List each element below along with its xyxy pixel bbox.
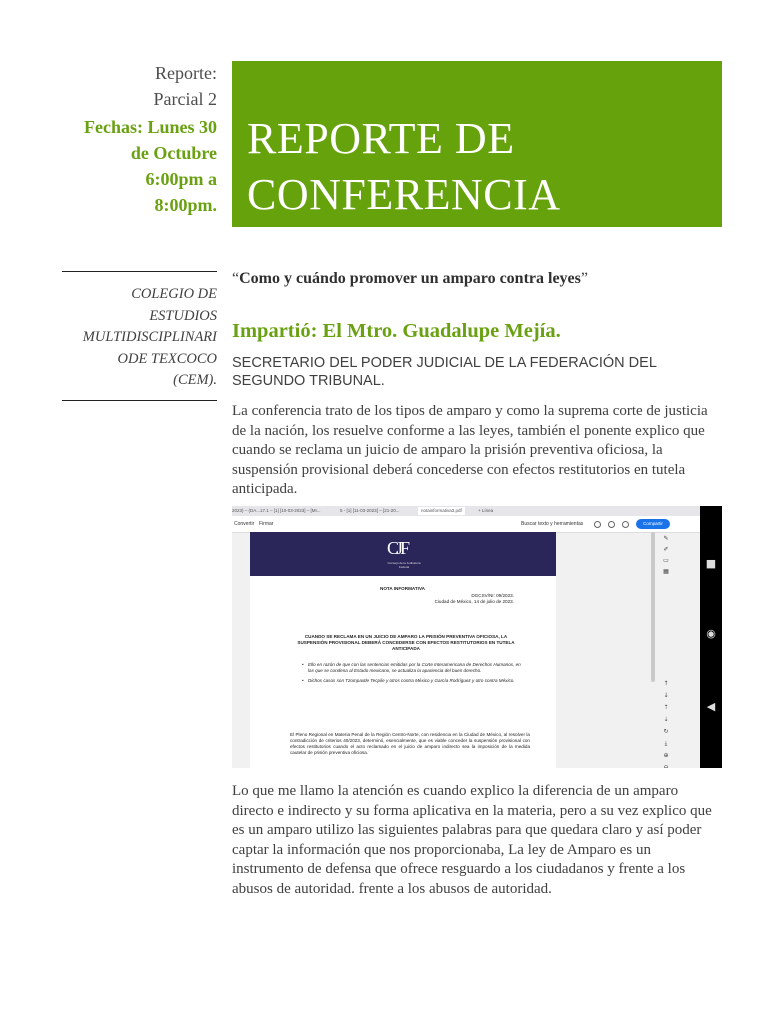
back-icon: ◀: [706, 700, 716, 713]
pdf-side-tools: [662, 532, 674, 768]
first-page-icon: ⇡: [663, 704, 669, 711]
recent-apps-icon: ■: [705, 557, 717, 570]
comment-icon: ✎: [663, 535, 669, 542]
nota-body-1: El Pleno Regional en Materia Penal de la Región Centro-Norte, con residencia en la Ciudad de México, al resolver la contradicción de criterios 40/2023, determinó, esencialmente, que es viable conceder la suspensión provisional con efectos restitutorios cuando el acto reclamado en el juicio de amparo indirecto sea la imposición de la medida cautelar de prisión preventiva oficiosa.: [290, 732, 530, 755]
nota-bullets: [302, 662, 522, 688]
nota-title: NOTA INFORMATIVA: [380, 586, 425, 591]
nota-heading: CUANDO SE RECLAMA EN UN JUICIO DE AMPARO LA PRISIÓN PREVENTIVA OFICIOSA, LA SUSPENSIÓN PROVISIONAL DEBERÁ CONCEDERSE CON EFECTOS RESTITUTORIOS EN TUTELA ANTICIPADA: [297, 634, 515, 651]
pdf-page: [250, 532, 556, 768]
page-up-icon: ↑: [663, 680, 669, 687]
title-line-1: REPORTE DE: [247, 114, 515, 163]
paragraph-2: Lo que me llamo la atención es cuando explico la diferencia de un amparo directo e indirecto y su forma aplicativa en la materia, pero a su vez explico que es un amparo utilizo las siguientes palabras para que quedara claro y así poder captar la información que nos proporcionaba, La ley de Amparo es un instrumento de defensa que ofrece resguardo a los ciudadanos y frente a los abusos de autoridad. frente a los abusos de autoridad.: [232, 783, 712, 897]
org-line-1: COLEGIO DE: [131, 286, 217, 302]
pdf-header: [250, 532, 556, 576]
dates-block: [40, 114, 217, 218]
pdf-toolbar: [232, 516, 700, 533]
nota-bullet: • Dichos casos son Tzompaxtle Tecpile y otros contra México y García Rodríguez y otro contra México.: [302, 678, 522, 684]
embedded-screenshot: [232, 506, 722, 768]
speaker-heading: Impartió: El Mtro. Guadalupe Mejía.: [232, 320, 561, 342]
cjf-logo: CJF: [387, 538, 408, 558]
org-line-4: ODE TEXCOCO: [117, 350, 217, 367]
last-page-icon: ⇣: [663, 716, 669, 723]
report-value: Parcial 2: [153, 89, 217, 109]
grid-icon: ▦: [663, 568, 669, 575]
org-line-2: ESTUDIOS: [149, 307, 217, 324]
nota-bullet: • Ello en razón de que con las sentencias emitidas por la Corte Interamericana de Derechos Humanos, en las que se condena al Estado mexicano, se actualiza la apariencia del buen derecho.: [302, 662, 522, 674]
search-tools: Buscar texto y herramientas: [521, 521, 584, 527]
browser-tab-bar: [232, 506, 700, 516]
print-icon: [594, 521, 601, 528]
browser-tab-active: notainformativa3.pdf: [418, 507, 465, 515]
share-button: Compartir: [636, 519, 670, 529]
sign-menu: Firmar: [259, 521, 274, 527]
browser-tab: 2023) – (DA...: [232, 508, 261, 513]
title-line-2: CONFERENCIA: [247, 170, 561, 219]
edit-icon: ✐: [663, 546, 669, 553]
divider-top: [62, 271, 217, 272]
dates-line-4: 8:00pm.: [154, 195, 217, 215]
ref-line-2: Ciudad de México, 14 de julio de 2023.: [434, 599, 514, 604]
page-down-icon: ↓: [663, 692, 669, 699]
pages-icon: ▭: [663, 557, 669, 564]
browser-tab: 17.1 – [1] [10-03-2023] – [MI...: [260, 508, 321, 513]
conference-title: [232, 270, 722, 288]
conference-title-text: Como y cuándo promover un amparo contra leyes: [239, 270, 581, 287]
browser-tab: 5 - [1] [11-03-2023] – [21-20...: [340, 508, 400, 513]
page-title: [247, 111, 561, 223]
report-meta: [40, 60, 217, 218]
zoom-in-icon: ⊕: [663, 752, 669, 759]
browser-tab-new: + Línea: [478, 508, 494, 513]
home-icon: ◉: [706, 627, 716, 640]
convert-menu: Convertir: [234, 521, 255, 527]
zoom-out-icon: ⊖: [663, 764, 669, 768]
quote-close: ”: [580, 270, 588, 287]
cjf-logo-caption: Consejo de la Judicatura Federal: [387, 561, 421, 569]
report-label: Reporte:: [155, 63, 217, 83]
pdf-scrollbar: [651, 532, 655, 682]
phone-navigation-bar: [700, 506, 722, 768]
ref-line-1: DGCSV/NI: 09/2023.: [471, 593, 514, 598]
rotate-icon: ↻: [663, 728, 669, 735]
organization-name: [40, 284, 217, 392]
dates-line-3: 6:00pm a: [145, 169, 217, 189]
org-line-3: MULTIDISCIPLINARI: [82, 329, 217, 345]
dates-line-1: Fechas: Lunes 30: [83, 117, 217, 137]
dates-line-2: de Octubre: [130, 143, 217, 163]
quote-open: “: [232, 270, 240, 287]
nota-reference: [435, 593, 514, 605]
bell-icon: [608, 521, 615, 528]
title-banner: [232, 61, 722, 227]
org-line-5: (CEM).: [173, 372, 217, 388]
speaker-role: SECRETARIO DEL PODER JUDICIAL DE LA FEDERACIÓN DEL SEGUNDO TRIBUNAL.: [232, 355, 657, 389]
download-icon: ⤓: [664, 740, 668, 747]
divider-bottom: [62, 400, 217, 401]
paragraph-1: La conferencia trato de los tipos de amparo y como la suprema corte de justicia de la nación, los resuelve conforme a las leyes, también el ponente explico que cuando se reclama un juicio de amparo la prisión preventiva oficiosa, la suspensión provisional deberá concederse con efectos restitutorios en tutela anticipada.: [232, 403, 708, 497]
profile-icon: [622, 521, 629, 528]
